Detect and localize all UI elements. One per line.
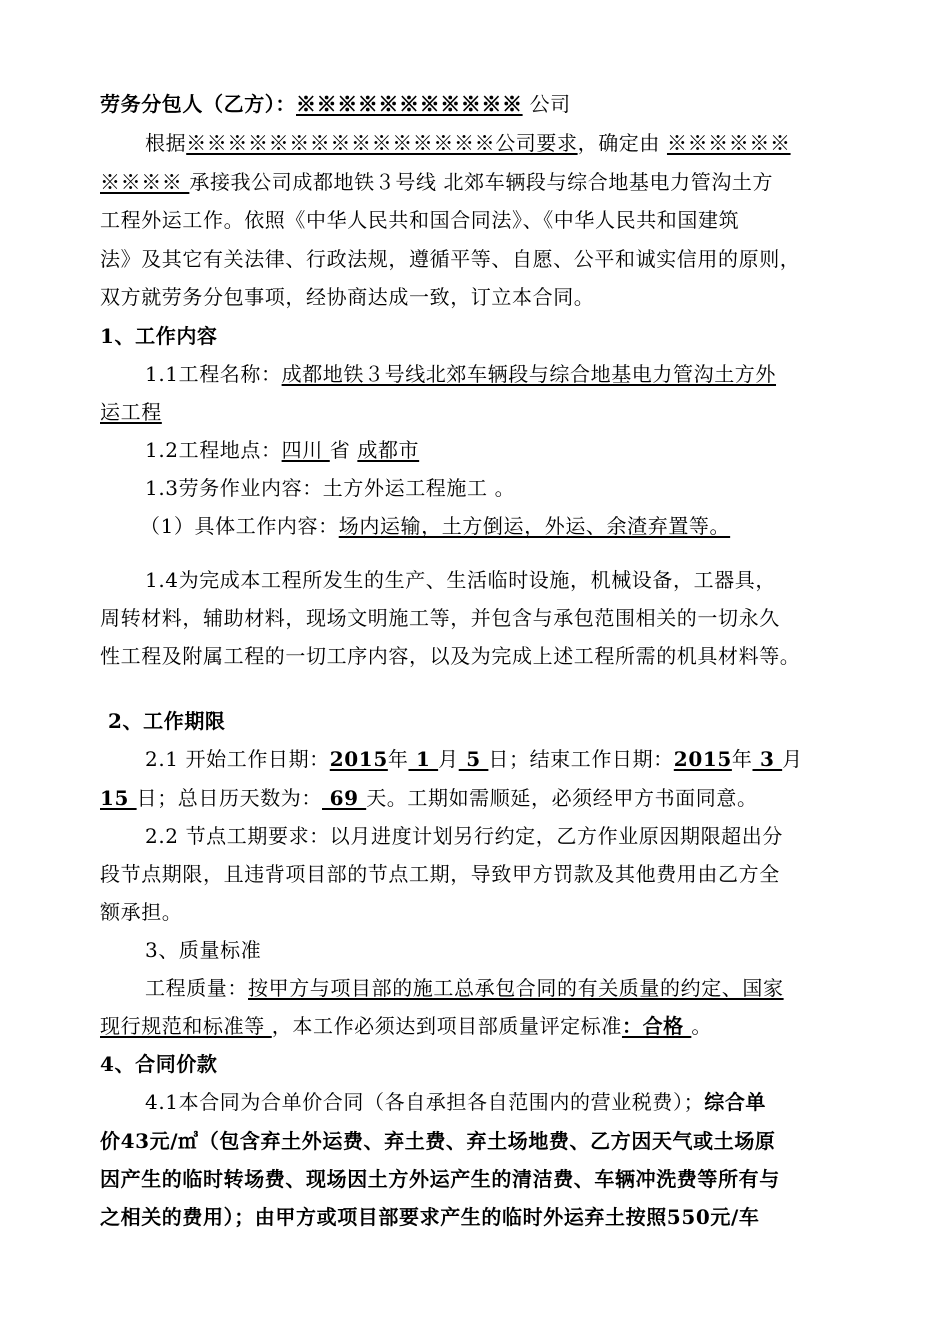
intro-line-5: 双方就劳务分包事项，经协商达成一致，订立本合同。 (100, 285, 595, 309)
quality-label: 工程质量： (145, 976, 248, 1000)
party-b-suffix: 公司 (522, 92, 571, 116)
end-year: 2015 (673, 747, 732, 771)
price-line-4: 之相关的费用）；由甲方或项目部要求产生的临时外运弃土按照550元/车 (100, 1205, 760, 1229)
start-month: 1 (408, 747, 439, 771)
extension-note: 天。工期如需顺延，必须经甲方书面同意。 (366, 786, 758, 810)
unit-price-start: 综合单 (704, 1090, 767, 1114)
price-intro: 4.1本合同为合单价合同（各自承担各自范围内的营业税费）； (145, 1090, 705, 1114)
company-requirement: ※※※※※※※※※※※※※※※公司要求 (186, 131, 578, 155)
month-char: 月 (438, 747, 459, 771)
party-b-label: 劳务分包人（乙方）： (100, 92, 296, 116)
scope-line-1: 1.4为完成本工程所发生的生产、生活临时设施，机械设备，工器具， (145, 568, 777, 592)
start-day: 5 (458, 747, 489, 771)
end-month: 3 (752, 747, 783, 771)
intro-line-1 (145, 129, 791, 157)
intro-line-3: 工程外运工作。依照《中华人民共和国合同法》、《中华人民共和国建筑 (100, 208, 740, 232)
total-days: 69 (322, 786, 367, 810)
node-line-1: 2.2 节点工期要求：以月进度计划另行约定，乙方作业原因期限超出分 (145, 824, 783, 848)
project-name-label: 1.1工程名称： (145, 362, 282, 386)
end-date-label: ；结束工作日期： (508, 747, 674, 771)
section-1-heading: 1、工作内容 (100, 324, 218, 348)
work-period-line (145, 745, 803, 773)
quality-value: 按甲方与项目部的施工总承包合同的有关质量的约定、国家 (248, 976, 784, 1000)
intro-line-4: 法》及其它有关法律、行政法规，遵循平等、自愿、公平和诚实信用的原则， (100, 247, 801, 271)
project-name-cont (100, 398, 162, 426)
price-line-3: 因产生的临时转场费、现场因土方外运产生的清洁费、车辆冲洗费等所有与 (100, 1167, 780, 1191)
scope-line-3: 性工程及附属工程的一切工序内容，以及为完成上述工程所需的机具材料等。 (100, 644, 801, 668)
project-name-value: 成都地铁３号线北郊车辆段与综合地基电力管沟土方外 (281, 362, 777, 386)
intro-line-2 (100, 168, 773, 196)
total-days-label: 日；总日历天数为： (136, 786, 323, 810)
month-char: 月 (782, 747, 803, 771)
section-3-heading: 3、质量标准 (145, 938, 262, 962)
quality-line-2 (100, 1012, 712, 1040)
contractor-name-cont: ※※※※ (100, 170, 190, 194)
party-b-line (100, 90, 571, 118)
scope-line-2: 周转材料，辅助材料，现场文明施工等，并包含与承包范围相关的一切永久 (100, 606, 780, 630)
work-detail-line (140, 512, 730, 540)
project-site-label: 1.2工程地点： (145, 438, 282, 462)
intro-text: 根据 (145, 131, 187, 155)
contractor-name: ※※※※※※ (666, 131, 791, 155)
project-city: 成都市 (357, 438, 420, 462)
year-char: 年 (731, 747, 753, 771)
quality-value-cont: 现行规范和标准等 (100, 1014, 272, 1038)
work-period-line-2 (100, 784, 758, 812)
price-line-1 (145, 1088, 766, 1116)
year-char: 年 (387, 747, 409, 771)
party-b-name: ※※※※※※※※※※※ (296, 92, 523, 116)
project-site-line (145, 436, 419, 464)
intro-text: ，确定由 (577, 131, 667, 155)
province-char: 省 (329, 438, 358, 462)
quality-end: 。 (691, 1014, 712, 1038)
day-char: 日 (488, 747, 509, 771)
work-detail-label: （1）具体工作内容： (140, 514, 339, 538)
start-year: 2015 (329, 747, 388, 771)
end-day: 15 (100, 786, 137, 810)
quality-text: ，本工作必须达到项目部质量评定标准 (271, 1014, 622, 1038)
labor-content-line: 1.3劳务作业内容：土方外运工程施工 。 (145, 476, 516, 500)
project-name-value-cont: 运工程 (100, 400, 162, 424)
start-date-label: 2.1 开始工作日期： (145, 747, 330, 771)
quality-grade: ：合格 (621, 1014, 692, 1038)
intro-text: 承接我公司成都地铁３号线 北郊车辆段与综合地基电力管沟土方 (189, 170, 774, 194)
project-name-line (145, 360, 776, 388)
price-line-2: 价43元/㎥（包含弃土外运费、弃土费、弃土场地费、乙方因天气或土场原 (100, 1129, 776, 1153)
quality-line-1 (145, 974, 784, 1002)
node-line-2: 段节点期限，且违背项目部的节点工期，导致甲方罚款及其他费用由乙方全 (100, 862, 780, 886)
project-province: 四川 (281, 438, 330, 462)
section-2-heading: 2、工作期限 (108, 709, 226, 733)
section-4-heading: 4、合同价款 (100, 1052, 218, 1076)
work-detail-value: 场内运输，土方倒运，外运、余渣弃置等。 (338, 514, 731, 538)
node-line-3: 额承担。 (100, 900, 183, 924)
